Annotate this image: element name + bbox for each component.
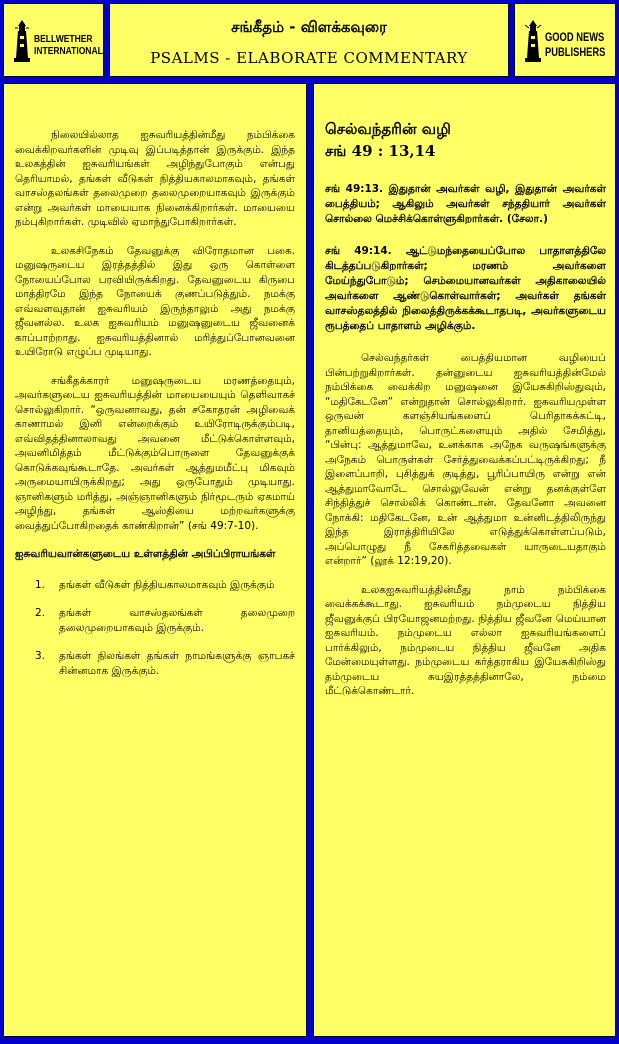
list-item [35,606,295,635]
section-title-reference: சங் 49 : 13,14 [325,142,436,160]
left-column [0,80,310,1044]
page-title-english: PSALMS - ELABORATE COMMENTARY [150,49,468,67]
lighthouse-icon [523,18,543,64]
logo-left-line2: INTERNATIONAL [34,46,103,57]
right-logo-box [514,3,616,77]
paragraph: சங்கீதக்காரர் மனுஷருடைய மரணத்தையும், அவர்களுடைய ஐசுவரியத்தின் மாயையையும் தெளிவாகச் சொல்லுகிறார். “ஒருவனாவது, தன் சகோதரன் அழிவைக் காணாமல் இனி என்றைக்கும் உயிரோடிருக்கும்படி, எவ்விதத்தினாலாவது அவனை மீட்டுக்கொள்ளவும், அவனிமித்தம் மீட்டுக்கும்பொருளை தேவனுக்குக் கொடுக்கவுங்கூடாதே. அவர்கள் ஆத்துமமீட்பு மிகவும் அருமையாயிருக்கிறது; அது ஒருபோதும் முடியாது. ஞானிகளும் மரித்து, அஞ்ஞானிகளும் நிர்மூடரும் ஏகமாய் அழிந்து, தங்கள் ஆஸ்தியை மற்றவர்களுக்கு வைத்துப்போகிறதைக் காண்கிறான்” (சங் 49:7-10). [15,374,295,532]
left-logo-box [3,3,104,77]
page-title-tamil: சங்கீதம் - விளக்கவுரை [231,18,387,36]
logo-right-line1: GOOD NEWS [545,30,605,44]
title-box [109,3,509,77]
right-column-panel [313,83,616,1037]
paragraph: உலகஐசுவரியத்தின்மீது நாம் நம்பிக்கை வைக்கக்கூடாது. ஐசுவரியம் நம்முடைய நித்திய ஜீவனுக்குப் பிரயோஜனமற்றது. நித்திய ஜீவனே மெய்யான ஐசுவரியம். நம்முடைய எல்லா ஐசுவரியங்களைப் பார்க்கிலும், நம்முடைய நித்திய ஜீவனே அதிக மேன்மையுள்ளது. நம்முடைய கர்த்தராகிய இயேசுகிறிஸ்து தம்முடைய சுயஇரத்தத்தினாலே, நம்மை மீட்டுக்கொண்டார். [325,583,606,697]
paragraph: உலகசிநேகம் தேவனுக்கு விரோதமான பகை. மனுஷருடைய இரத்தத்தில் இது ஒரு கொள்ளை நோயைப்போல பரவியிருக்கிறது. தேவனுடைய கிருபை மாத்திரமே இந்த நோயைக் குணப்படுத்தும். நமக்கு எவ்வளவுதான் ஐசுவரியம் இருந்தாலும் அது நமக்கு ஜீவனல்ல. உலக ஐசுவரியம் மனுஷனுடைய ஜீவனைக் காப்பாற்றாது. ஐசுவரியத்தினால் மரித்துப்போனவனை உயிரோடு எழுப்ப முடியாது. [15,244,295,358]
logo-right-line2: PUBLISHERS [545,45,606,59]
list-item-number: 3. [35,650,46,662]
list-item [35,578,295,593]
scripture-verse: சங் 49:14. ஆட்டுமந்தையைப்போல பாதாளத்திலே கிடத்தப்படுகிறார்கள்; மரணம் அவர்களை மேய்ந்துபோடும்; செம்மையானவர்கள் அதிகாலையில் அவர்களை ஆண்டுகொள்வார்கள்; அவர்கள் தங்கள் வாசஸ்தலத்தில் நிலைத்திருக்கக்கூடாதபடி, அவர்களுடைய ரூபத்தைப் பாதாளம் அழிக்கும். [325,245,606,332]
list-item-number: 2. [35,607,46,619]
right-column-content [325,118,606,713]
section-title-line1: செல்வந்தரின் வழி [325,120,451,138]
header-bar [0,0,619,80]
list-item-text: தங்கள் நிலங்கள் தங்கள் நாமங்களுக்கு ஞாபகச் சின்னமாக இருக்கும். [59,650,295,677]
right-column [310,80,619,1044]
left-column-content [15,128,295,692]
lighthouse-icon [12,18,32,64]
list-item-number: 1. [35,578,46,591]
section-title [325,118,606,162]
section-heading: ஐசுவரியவான்களுடைய உள்ளத்தின் அபிப்பிராயங்கள் [15,548,276,560]
list-item-text: தங்கள் வாசஸ்தலங்கள் தலைமுறை தலைமுறையாகவும் இருக்கும். [59,607,295,634]
scripture-verse: சங் 49:13. இதுதான் அவர்கள் வழி, இதுதான் அவர்கள் பைத்தியம்; ஆகிலும் அவர்கள் சந்ததியார் அவர்கள் சொல்லை மெச்சிக்கொள்ளுகிறார்கள். (சேலா.) [325,183,606,225]
list-item-text: தங்கள் வீடுகள் நித்தியகாலமாகவும் இருக்கும் [59,578,275,591]
paragraph: நிலையில்லாத ஐசுவரியத்தின்மீது நம்பிக்கை வைக்கிறவர்களின் முடிவு இப்படித்தான் இருக்கும். இந்த உலகத்தின் ஐசுவரியங்கள் அழிந்துபோகும் என்பது தெரியாமல், தங்கள் வீடுகள் நித்தியகாலமாகவும், தங்கள் வாசஸ்தலங்கள் தலைமுறை தலைமுறையாகவும் இருக்கும் என்று அவர்கள் மாயையாக நினைக்கிறார்கள். மாயையை நம்புகிறார்கள். முடிவில் ஏமாந்துபோகிறார்கள். [15,129,295,228]
paragraph: செல்வந்தர்கள் பைத்தியமான வழியைப் பின்பற்றுகிறார்கள். தன்னுடைய ஐசுவரியத்தின்மேல் நம்பிக்கை வைக்கிற மனுஷனை இயேசுகிறிஸ்துவும், “மதிகேடனே” என்றுதான் சொல்லுகிறார். ஐசுவரியமுள்ள ஒருவன் களஞ்சியங்களைப் பெரிதாகக்கட்டி, தானியத்தையும், பொருட்களையும் அதில் சேமித்து, “பின்பு: ஆத்துமாவே, உனக்காக அநேக வருஷங்களுக்கு அநேகம் பொருள்கள் சேர்த்துவைக்கப்பட்டிருக்கிறது; நீ இளைப்பாறி, புசித்துக் குடித்து, பூரிப்பாயிரு என்று என் ஆத்துமாவோடே சொல்லுவேன் என்று தனக்குள்ளே சிந்தித்துச் சொல்லிக் கொண்டான். தேவனோ அவனை நோக்கி: மதிகேடனே, உன் ஆத்துமா உன்னிடத்திலிருந்து இந்த இராத்திரியிலே எடுத்துக்கொள்ளப்படும், அப்பொழுது நீ சேகரித்தவைகள் யாருடையதாகும் என்றார்” (லூக் 12:19,20). [325,352,606,567]
list-item [35,649,295,678]
logo-left-line1: BELLWETHER [34,34,93,45]
bellwether-logo [12,18,103,64]
good-news-logo [523,18,611,64]
left-column-panel [3,83,307,1037]
opinions-list [15,578,295,679]
